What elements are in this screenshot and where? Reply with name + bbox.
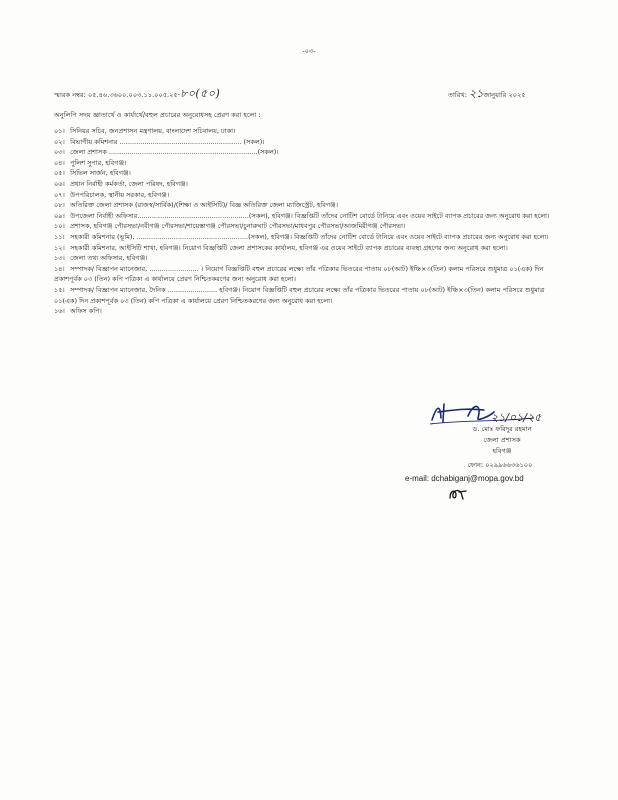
list-item bbox=[54, 126, 569, 137]
list-item-text: জেলা তথ্য অফিসার, হবিগঞ্জ। bbox=[70, 254, 148, 263]
memo-number bbox=[54, 86, 220, 102]
list-item-number: ০৫। bbox=[54, 169, 65, 178]
list-item-number: ১১। bbox=[54, 232, 65, 241]
list-item-text: বিভাগীয় কমিশনার ........................................................... (সকল)। bbox=[70, 137, 265, 146]
signature-mark bbox=[424, 398, 542, 426]
list-item-text: অফিস কপি। bbox=[70, 307, 102, 316]
distribution-intro: অনুলিপি সদয় জ্ঞাতার্থে ও কার্যার্থে/বহুল প্রচারের অনুরোধসহ প্রেরণ করা হলো : bbox=[54, 111, 261, 119]
memo-label: স্মারক নম্বর: ০৫.৪৬.৩৬০০.০০৩.১১.০০৫.২৫- bbox=[54, 91, 181, 99]
list-item bbox=[54, 264, 569, 285]
list-item bbox=[54, 200, 569, 211]
list-item bbox=[54, 253, 569, 264]
list-item-text: পুলিশ সুপার, হবিগঞ্জ। bbox=[70, 158, 127, 167]
list-item-text: সিভিল সার্জন, হবিগঞ্জ। bbox=[70, 169, 131, 178]
list-item bbox=[54, 190, 569, 201]
list-item-text: প্রশাসক, হবিগঞ্জ পৌরসভা/নবীগঞ্জ পৌরসভা/শায়েস্তাগঞ্জ পৌরসভা/চুনারুঘাট পৌরসভা/মাধবপুর পৌরসভা/আজমিরীগঞ্জ পৌরসভা। bbox=[70, 222, 406, 231]
signatory-phone: ফোন: ০২৯৯৬৬৩৬১০০ bbox=[467, 461, 533, 469]
list-item bbox=[54, 285, 569, 306]
list-item-number: ০৭। bbox=[54, 190, 65, 199]
date-handwritten: ২১ bbox=[469, 87, 484, 100]
list-item-number: ০৮। bbox=[54, 201, 65, 210]
list-item-number: ০৩। bbox=[54, 148, 65, 157]
list-item-text: সম্পাদক/ বিজ্ঞাপন ম্যানেজার, দৈনিক ........................ হবিগঞ্জ। নিয়োগ বিজ্ঞপ্তিটি বহুল প্রচারের লক্ষ্যে তাঁর পত্রিকার ভিতরের পাতায় ০৮(আট) ইঞ্চি×৩(তিন) কলাম পরিসরে শুধুমাত্র ০১(এক) দিন প্রকাশপূর্বক ০৩ (তিন) কপি পত্রিকা এ কার্যালয়ে প্রেরণ নিশ্চিতকরণের জন্য অনুরোধ করা হলো। bbox=[54, 285, 545, 305]
list-item-number: ০৬। bbox=[54, 179, 65, 188]
list-item-number: ১৪। bbox=[54, 264, 65, 273]
list-item bbox=[54, 243, 569, 254]
signatory-email: e-mail: dchabiganj@mopa.gov.bd bbox=[405, 474, 524, 483]
list-item-text: সিনিয়র সচিব, জনপ্রশাসন মন্ত্রণালয়, বাংলাদেশ সচিবালয়, ঢাকা। bbox=[70, 127, 236, 135]
list-item-number: ১২। bbox=[54, 243, 65, 252]
list-item bbox=[54, 147, 569, 158]
list-item bbox=[54, 232, 569, 243]
list-item bbox=[54, 211, 569, 222]
signatory-title: জেলা প্রশাসক bbox=[483, 436, 521, 444]
signatory-district: হবিগঞ্জ bbox=[492, 447, 512, 455]
list-item-number: ০৪। bbox=[54, 158, 65, 167]
date-label: তারিখ: bbox=[448, 91, 467, 99]
list-item-text: উপপরিচালক, স্থানীয় সরকার, হবিগঞ্জ। bbox=[70, 190, 170, 199]
list-item bbox=[54, 221, 569, 232]
initial-mark bbox=[447, 487, 469, 501]
list-item-number: ১৫। bbox=[54, 285, 65, 294]
list-item-text: প্রধান নির্বাহী কর্মকর্তা, জেলা পরিষদ, হবিগঞ্জ। bbox=[70, 179, 188, 188]
distribution-list bbox=[54, 126, 569, 317]
list-item bbox=[54, 306, 569, 317]
list-item bbox=[54, 168, 569, 179]
list-item bbox=[54, 137, 569, 148]
page-number: -০৩- bbox=[302, 47, 316, 55]
list-item-text: অতিরিক্ত জেলা প্রশাসক (রাজস্ব/সার্বিক)/(শিক্ষা ও আইসিটি)/ বিজ্ঞ অতিরিক্ত জেলা ম্যাজিস্ট্রেট, হবিগঞ্জ। bbox=[70, 201, 338, 210]
list-item bbox=[54, 179, 569, 190]
list-item-text: উপজেলা নির্বাহী অফিসার......................................................(সকল), হবিগঞ্জ। বিজ্ঞপ্তিটি তাঁদের নোটিশ বোর্ডে টানিয়ে এবং ওয়েব সাইটে ব্যাপক প্রচারের জন্য অনুরোধ করা হলো। bbox=[70, 211, 550, 220]
signatory-name: ড. মোঃ ফরিদুর রহমান bbox=[472, 425, 532, 433]
list-item-number: ০১। bbox=[54, 127, 65, 135]
list-item-number: ১০। bbox=[54, 222, 65, 231]
date-rest: জানুয়ারি ২০২৫ bbox=[483, 91, 526, 99]
list-item-number: ০৯। bbox=[54, 211, 65, 220]
signature-date: ২১/০১/২৫ bbox=[491, 411, 542, 424]
list-item-text: সহকারী কমিশনার, আইসিটি শাখা, হবিগঞ্জ। নিয়োগ বিজ্ঞপ্তিটি জেলা প্রশাসকের কার্যালয়, হবিগঞ্জ এর ওয়েব সাইটে ব্যাপক প্রচারের ব্যবস্থা গ্রহণের জন্য অনুরোধ করা হলো। bbox=[70, 243, 508, 252]
list-item-text: জেলা প্রশাসক ........................................................................(সকল)। bbox=[70, 148, 279, 157]
list-item-number: ০২। bbox=[54, 137, 65, 146]
list-item-text: সম্পাদক/ বিজ্ঞাপন ম্যানেজার, ........................ । নিয়োগ বিজ্ঞপ্তিটি বহুল প্রচারের লক্ষ্যে তাঁর পত্রিকার ভিতরের পাতায় ০৮(আট) ইঞ্চি×৩(তিন) কলাম পরিসরে শুধুমাত্র ০১(এক) দিন প্রকাশপূর্বক ০৩ (তিন) কপি পত্রিকা এ কার্যালয়ে প্রেরণ নিশ্চিতকরণের জন্য অনুরোধ করা হলো। bbox=[54, 264, 544, 284]
list-item-text: সহকারী কমিশনার (ভূমি), ......................................................(সকল), হবিগঞ্জ। বিজ্ঞপ্তিটি তাঁদের নোটিশ বোর্ডে টানিয়ে এবং ওয়েব সাইটে ব্যাপক প্রচারের জন্য অনুরোধ করা হলো। bbox=[70, 232, 549, 241]
list-item bbox=[54, 158, 569, 169]
issue-date bbox=[448, 86, 526, 102]
list-item-number: ১৬। bbox=[54, 307, 65, 316]
memo-handwritten: ৮০(৫০) bbox=[180, 87, 221, 100]
list-item-number: ১৩। bbox=[54, 254, 65, 263]
